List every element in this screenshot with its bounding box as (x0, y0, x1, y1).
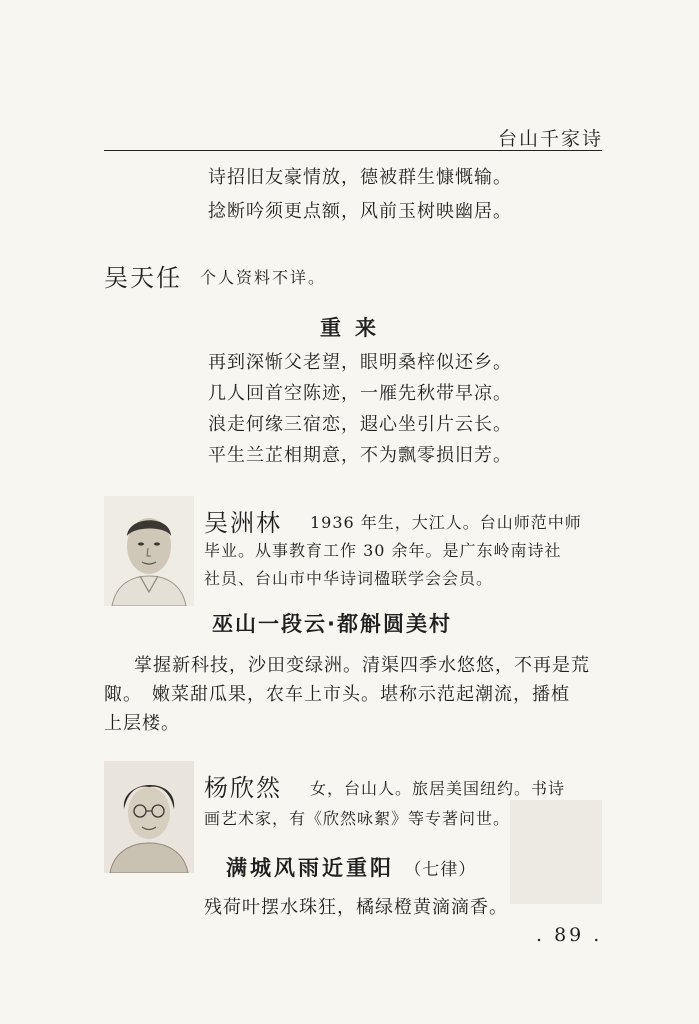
poet-name: 吴天任 (104, 264, 182, 292)
poem-prose-line: 上层楼。 (104, 713, 180, 734)
poet-name: 吴洲林 (204, 509, 282, 537)
prev-poem-line: 诗招旧友豪情放，德被群生慷慨输。 (208, 167, 512, 188)
poem-title-text: 满城风雨近重阳 (226, 856, 394, 880)
poet-bio: 个人资料不详。 (200, 268, 327, 287)
poet-bio: 画艺术家，有《欣然咏絮》等专著问世。 (204, 809, 511, 828)
poem-line: 再到深惭父老望，眼明桑梓似还乡。 (208, 352, 512, 373)
poem-line: 浪走何缘三宿恋，遐心坐引片云长。 (208, 414, 512, 435)
poem-prose-line: 掌握新科技，沙田变绿洲。清渠四季水悠悠，不再是荒 (134, 655, 590, 676)
page-number: . 89 . (536, 924, 603, 946)
poet-bio: 1936 年生，大江人。台山师范中师 (310, 513, 582, 532)
poem-title: 重来 (320, 316, 390, 340)
poem-line: 几人回首空陈迹，一雁先秋带早凉。 (208, 383, 512, 404)
poem-line: 残荷叶摆水珠狂，橘绿橙黄滴滴香。 (204, 897, 508, 918)
poem-title: 巫山一段云·都斛圆美村 (212, 612, 452, 636)
poem-form-label: （七律） (404, 860, 477, 880)
poet-bio: 毕业。从事教育工作 30 余年。是广东岭南诗社 (204, 541, 562, 560)
show-through-photo (510, 800, 602, 904)
portrait-illustration (104, 496, 194, 606)
header-rule (104, 150, 602, 151)
prev-poem-line: 捻断吟须更点额，风前玉树映幽居。 (208, 201, 512, 222)
poet-name: 杨欣然 (204, 774, 282, 802)
poem-line: 平生兰芷相期意，不为飘零损旧芳。 (208, 445, 512, 466)
poem-title (226, 852, 476, 882)
poet-bio: 社员、台山市中华诗词楹联学会会员。 (204, 569, 494, 588)
portrait-illustration (104, 761, 194, 873)
running-header: 台山千家诗 (497, 128, 603, 150)
poet-portrait-photo (104, 761, 194, 873)
show-through-text (520, 312, 544, 347)
poet-portrait-photo (104, 496, 194, 606)
poet-bio: 女，台山人。旅居美国纽约。书诗 (310, 779, 566, 798)
show-through-text (228, 228, 246, 254)
poem-prose-line: 陬。 嫩菜甜瓜果，农车上市头。堪称示范起潮流，播植 (104, 684, 570, 705)
